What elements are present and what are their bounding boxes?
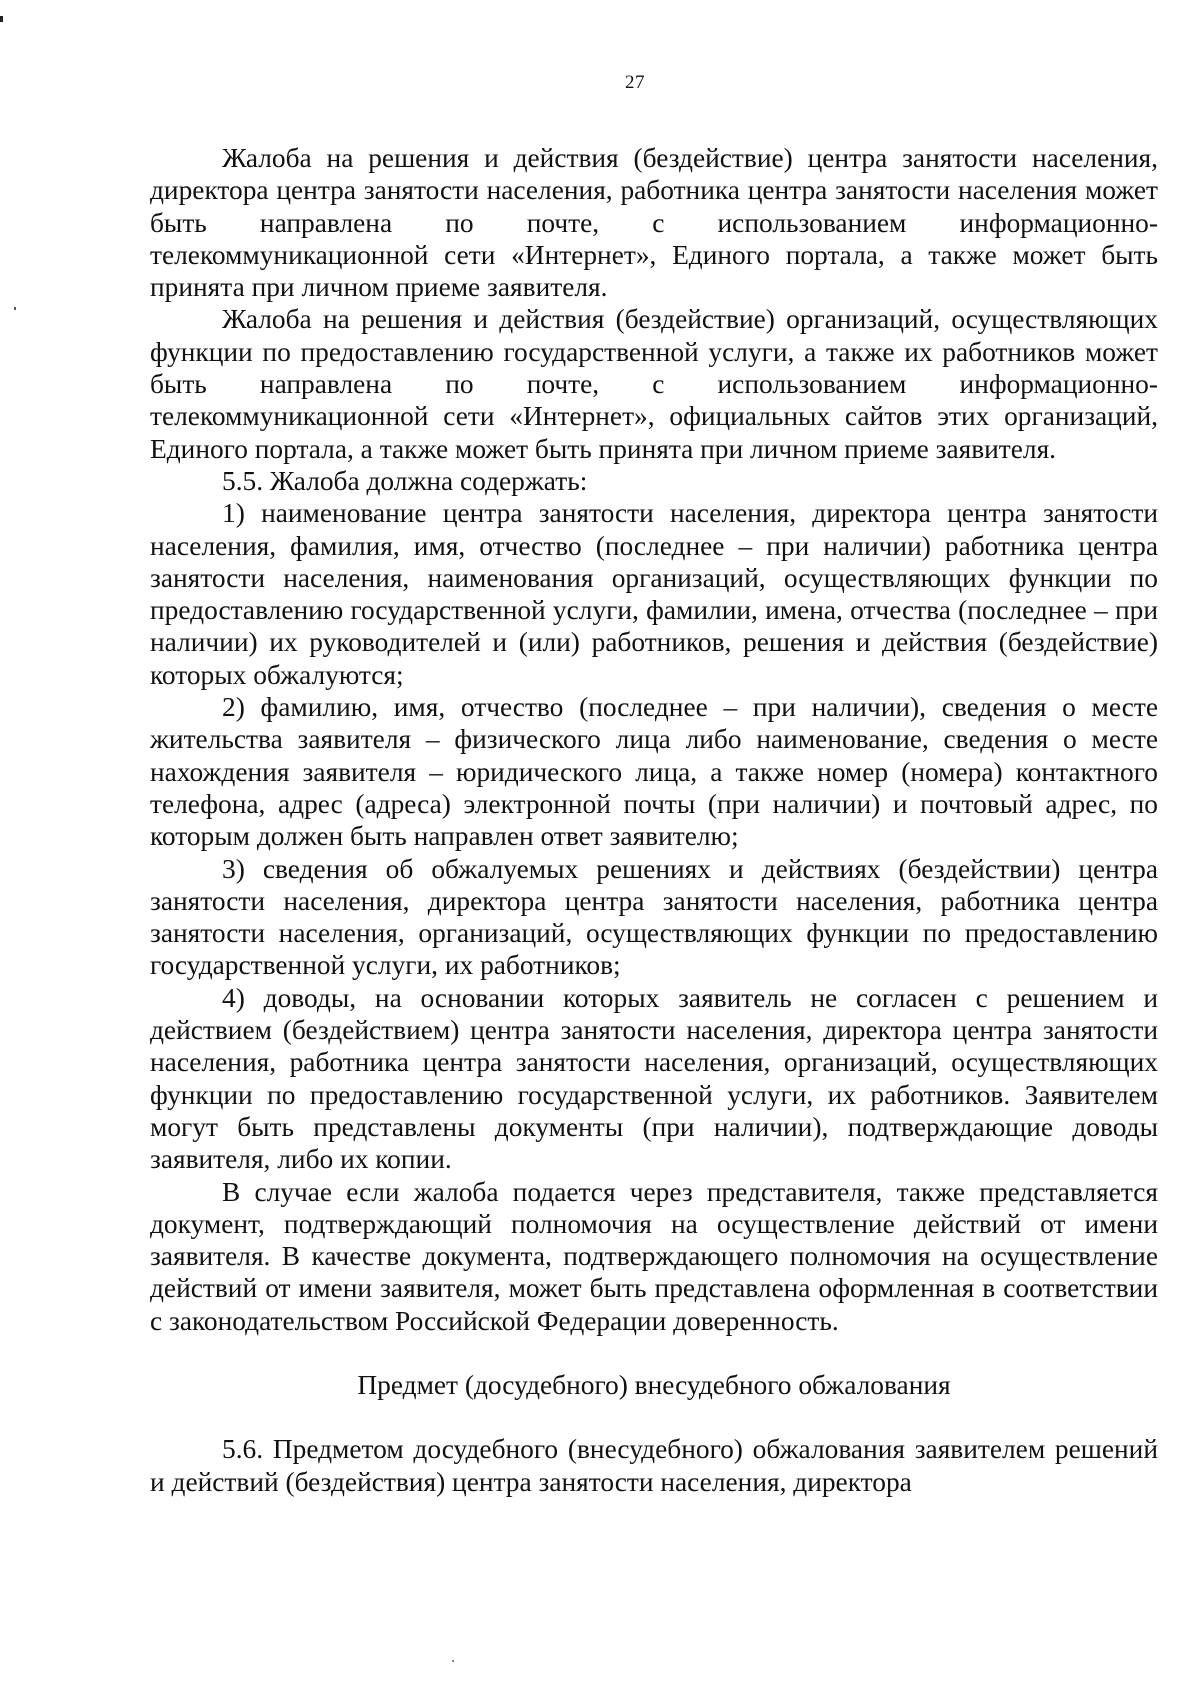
paragraph-complaint-organizations: Жалоба на решения и действия (бездействие) организаций, осуществляющих функции по предоставлению государственной услуги, а также их работников может быть направлена по почте, с использованием информационно-телекоммуникационной сети «Интернет», официальных сайтов этих организаций, Единого портала, а также может быть принята при личном приеме заявителя.	[150, 304, 1158, 464]
spacer	[150, 1401, 1158, 1433]
scan-artifact	[0, 16, 3, 22]
paragraph-5-6: 5.6. Предметом досудебного (внесудебного) обжалования заявителем решений и действий (бездействия) центра занятости населения, директора	[150, 1434, 1158, 1497]
document-body	[150, 142, 1158, 1498]
paragraph-5-5-intro: 5.5. Жалоба должна содержать:	[222, 465, 588, 496]
scan-artifact	[452, 1660, 454, 1662]
list-item-3: 3) сведения об обжалуемых решениях и действиях (бездействии) центра занятости населения, директора центра занятости населения, работника центра занятости населения, организаций, осуществляющих функции по предоставлению государственной услуги, их работников;	[150, 853, 1158, 981]
list-item-2: 2) фамилию, имя, отчество (последнее – при наличии), сведения о месте жительства заявителя – физического лица либо наименование, сведения о месте нахождения заявителя – юридического лица, а также номер (номера) контактного телефона, адрес (адреса) электронной почты (при наличии) и почтовый адрес, по которым должен быть направлен ответ заявителю;	[150, 692, 1158, 852]
paragraph-complaint-employment-center: Жалоба на решения и действия (бездействие) центра занятости населения, директора центра занятости населения, работника центра занятости населения может быть направлена по почте, с использованием информационно-телекоммуникационной сети «Интернет», Единого портала, а также может быть принята при личном приеме заявителя.	[150, 143, 1158, 303]
scan-artifact	[14, 307, 16, 310]
list-item-1: 1) наименование центра занятости населения, директора центра занятости населения, фамилия, имя, отчество (последнее – при наличии) работника центра занятости населения, наименования организаций, осуществляющих функции по предоставлению государственной услуги, фамилии, имена, отчества (последнее – при наличии) их руководителей и (или) работников, решения и действия (бездействие) которых обжалуются;	[150, 498, 1158, 690]
section-heading: Предмет (досудебного) внесудебного обжалования	[357, 1369, 951, 1400]
page-number: 27	[625, 72, 645, 93]
paragraph-representative: В случае если жалоба подается через представителя, также представляется документ, подтверждающий полномочия на осуществление действий от имени заявителя. В качестве документа, подтверждающего полномочия на осуществление действий от имени заявителя, может быть представлена оформленная в соответствии с законодательством Российской Федерации доверенность.	[150, 1176, 1158, 1336]
list-item-4: 4) доводы, на основании которых заявитель не согласен с решением и действием (бездействием) центра занятости населения, директора центра занятости населения, работника центра занятости населения, организаций, осуществляющих функции по предоставлению государственной услуги, их работников. Заявителем могут быть представлены документы (при наличии), подтверждающие доводы заявителя, либо их копии.	[150, 982, 1158, 1175]
spacer	[150, 1337, 1158, 1369]
